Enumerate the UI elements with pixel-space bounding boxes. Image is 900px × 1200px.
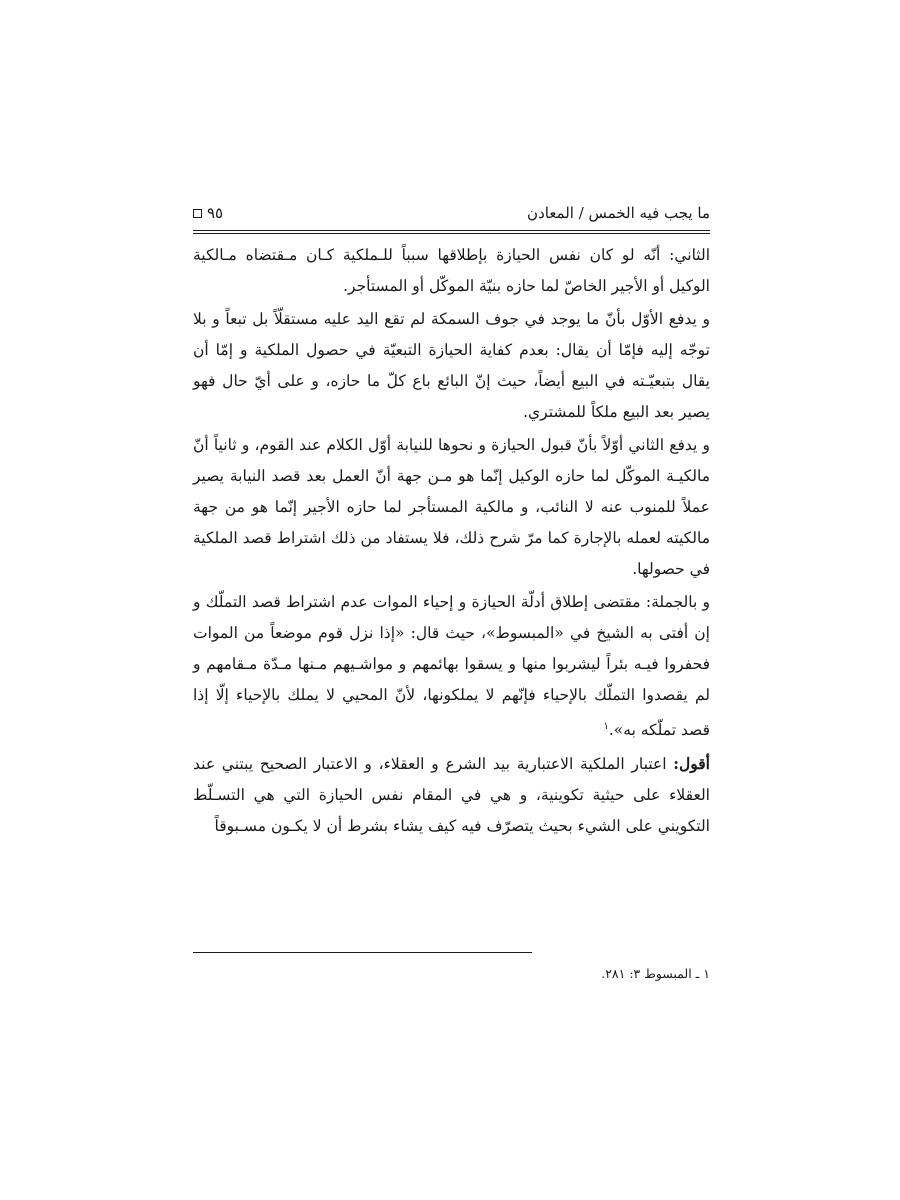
paragraph <box>193 430 710 585</box>
page-number: ٩٥ <box>207 204 224 222</box>
paragraph <box>193 240 710 302</box>
document-page <box>193 196 710 981</box>
header-rule <box>193 230 710 234</box>
paragraph-text: و يدفع الثاني أوّلاً بأنّ قبول الحيازة و نحوها للنيابة أوّل الكلام عند القوم، و ثانياً أنّ مالكيـة الموكّل لما حازه الوكيل إنّما هو مـن جهة أنّ العمل بعد قصد النيابة يصير عملاً للمنوب عنه لا النائب، و مالكية المستأجر لما حازه الأجير إنّما هو من جهة مالكيته لعمله بالإجارة كما مرّ شرح ذلك، فلا يستفاد من ذلك اشتراط قصد الملكية في حصولها. <box>193 436 710 578</box>
body-text <box>193 240 710 842</box>
footnote: ١ ـ المبسوط ٣: ٢٨١. <box>601 966 710 981</box>
square-icon <box>193 209 202 218</box>
paragraph-lead: أقول: <box>673 754 710 774</box>
footnote-marker: ١ <box>603 721 609 732</box>
paragraph-text: و بالجملة: مقتضى إطلاق أدلّة الحيازة و إحياء الموات عدم اشتراط قصد التملّك و إن أفتى به الشيخ في «المبسوط»، حيث قال: «إذا نزل قوم موضعاً من الموات فحفروا فيـه بئراً ليشربوا منها و يسقوا بهائمهم و مواشـيهم مـنها مـدّة مـقامهم و لم يقصدوا التملّك بالإحياء فإنّهم لا يملكونها، لأنّ المحيي لا يملك بالإحياء إلّا إذا قصد تملّكه به». <box>193 593 710 740</box>
paragraph <box>193 304 710 428</box>
footnote-rule <box>193 952 532 953</box>
running-title: ما يجب فيه الخمس / المعادن <box>527 204 710 222</box>
paragraph <box>193 748 710 842</box>
running-header <box>193 196 710 230</box>
paragraph-text: الثاني: أنّه لو كان نفس الحيازة بإطلاقها سبباً للـملكية كـان مـقتضاه مـالكية الوكيل أو الأجير الخاصّ لما حازه بنيّة الموكّل أو المستأجر. <box>193 246 710 295</box>
paragraph-text: و يدفع الأوّل بأنّ ما يوجد في جوف السمكة لم تقع اليد عليه مستقلّاً بل تبعاً و بلا توجّه إليه فإمّا أن يقال: بعدم كفاية الحيازة التبعيّة في حصول الملكية و إمّا أن يقال بتبعيّـته في البيع أيضاً، حيث إنّ البائع باع كلّ ما حازه، و على أيّ حال فهو يصير بعد البيع ملكاً للمشتري. <box>193 310 710 421</box>
paragraph-text: اعتبار الملكية الاعتبارية بيد الشرع و العقلاء، و الاعتبار الصحيح يبتني عند العقلاء على حيثية تكوينية، و هي في المقام نفس الحيازة التي هي التسـلّط التكويني على الشيء بحيث يتصرّف فيه كيف يشاء بشرط أن لا يكـون مسـبوقاً <box>193 755 710 836</box>
paragraph <box>193 587 710 746</box>
page-number-block <box>193 204 223 222</box>
